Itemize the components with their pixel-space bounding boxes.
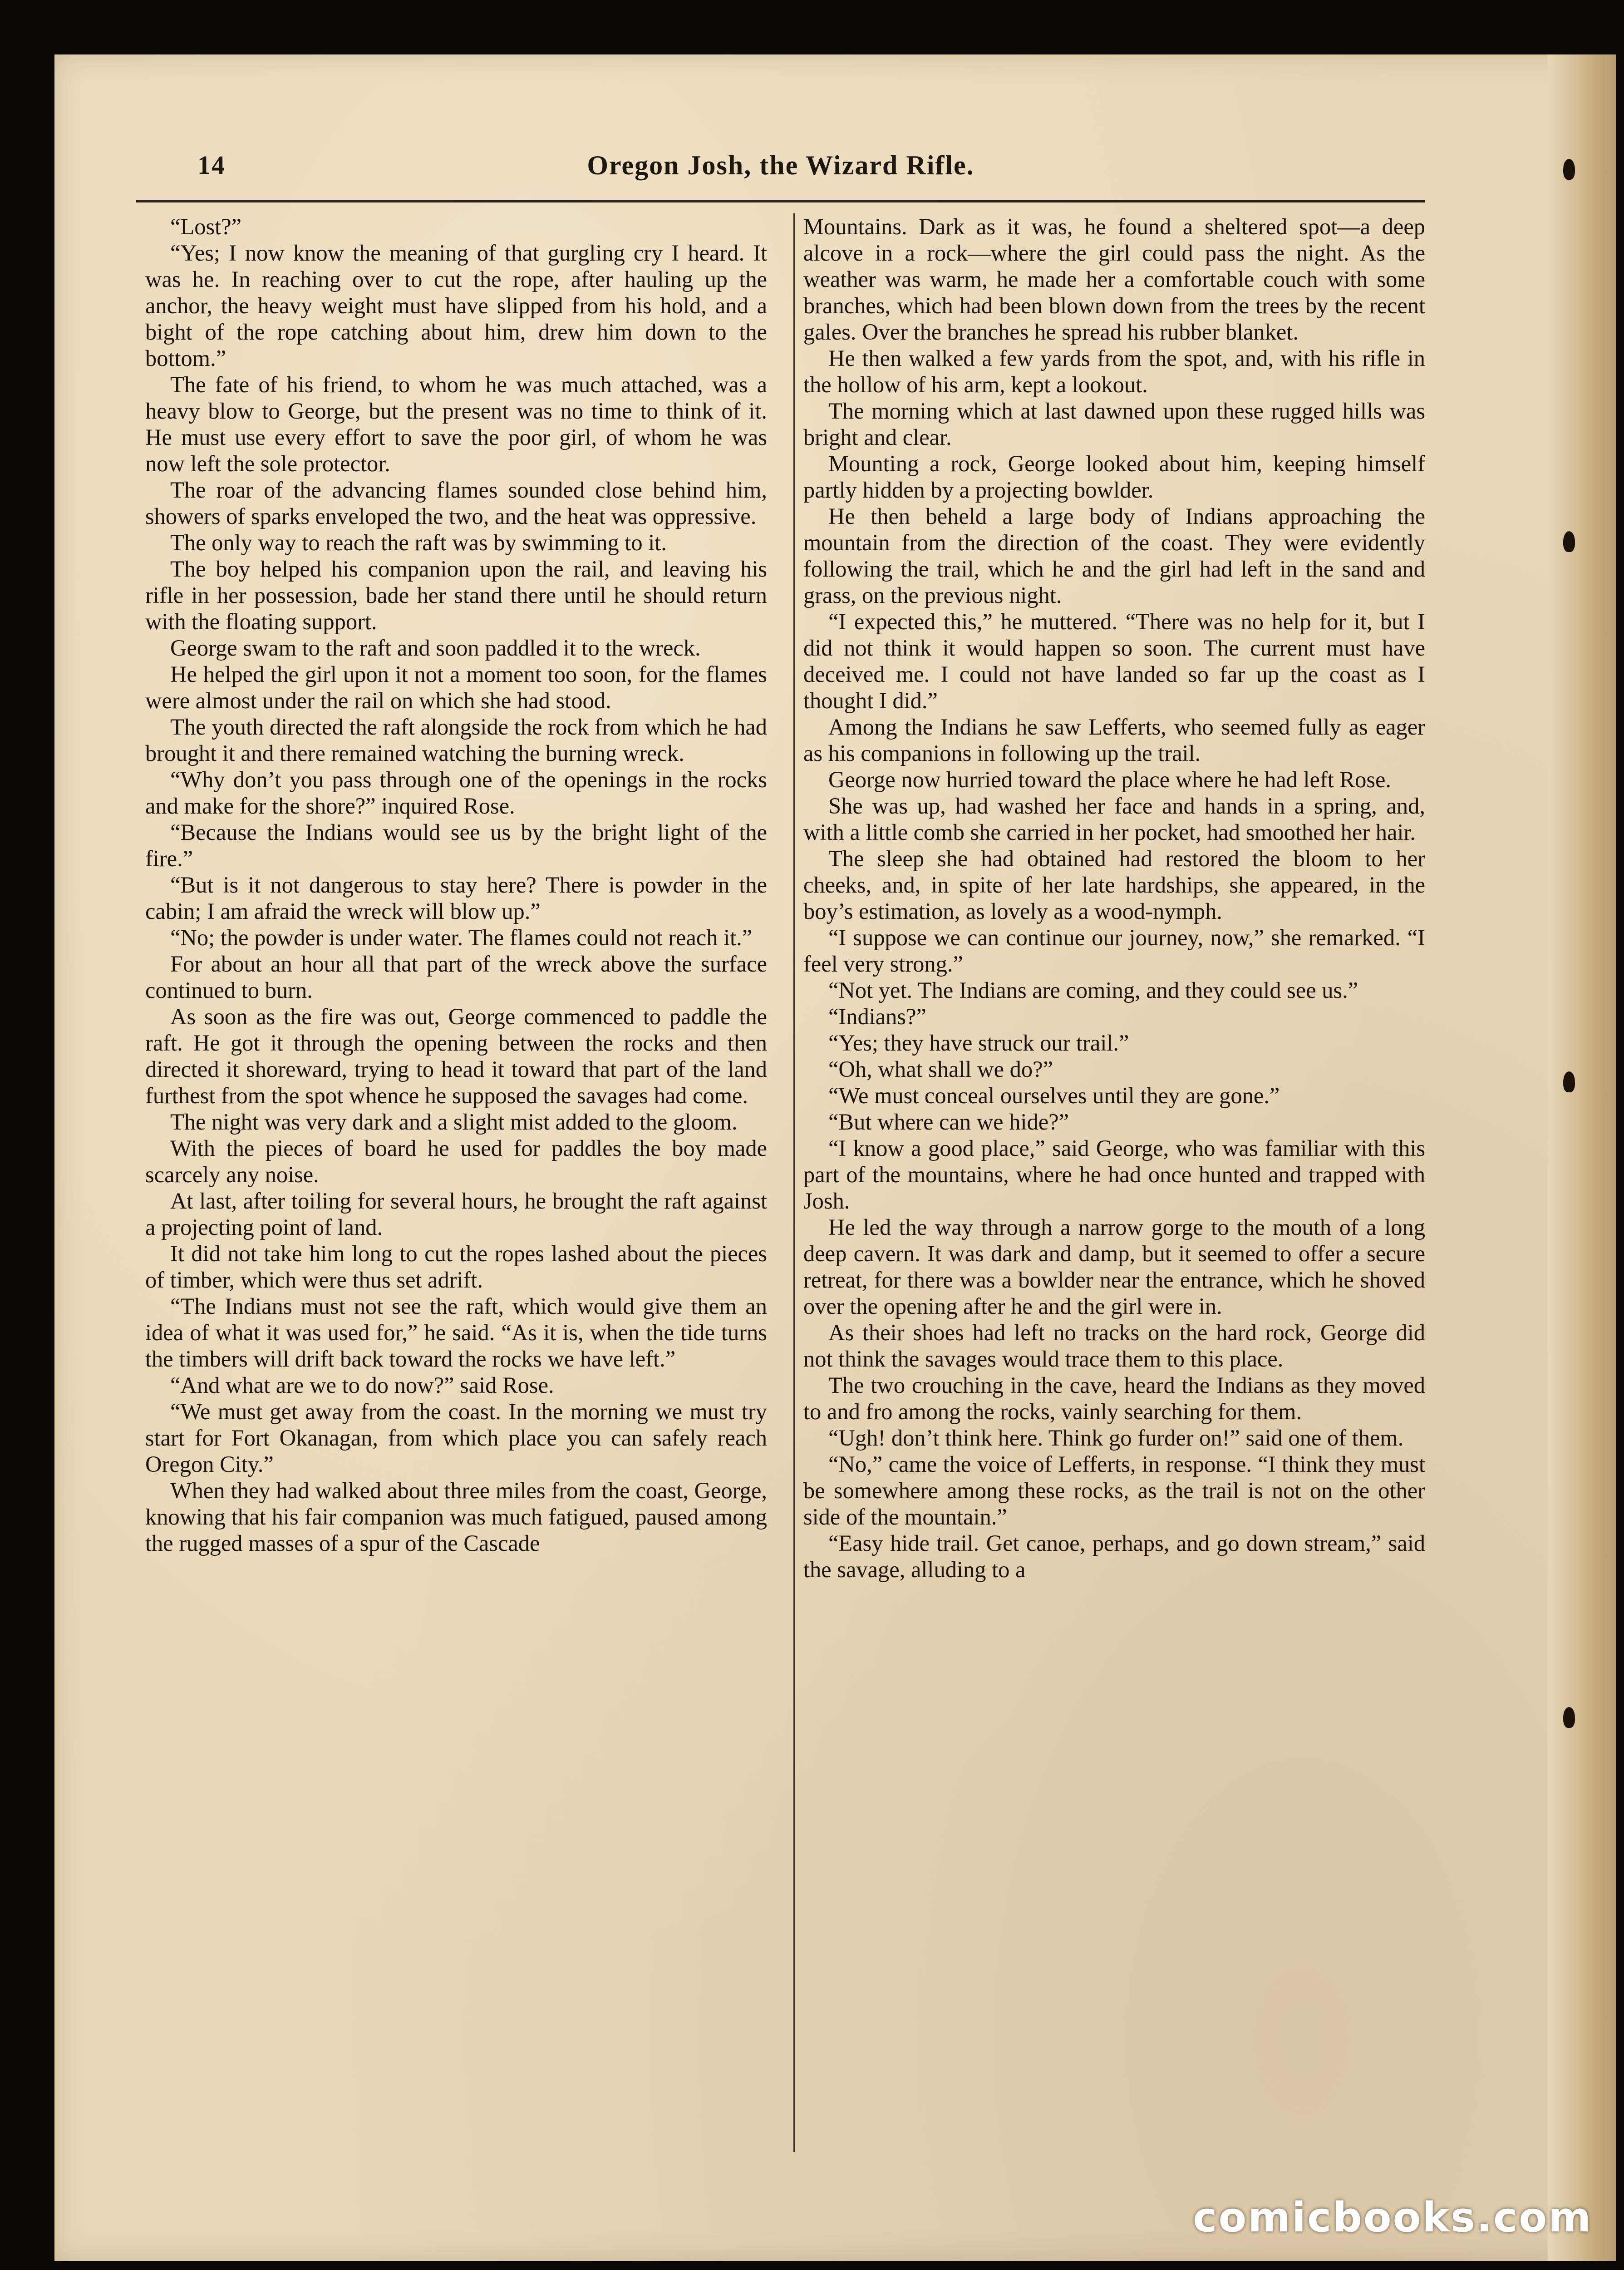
- paragraph: “But where can we hide?”: [828, 1109, 1069, 1135]
- paragraph: With the pieces of board he used for paddles the boy made scarcely any noise.: [145, 1135, 767, 1187]
- paragraph: “No; the powder is under water. The flames could not reach it.”: [170, 925, 753, 950]
- paragraph: He then walked a few yards from the spot, and, with his rifle in the hollow of his arm, kept a lookout.: [803, 345, 1425, 397]
- paragraph: As soon as the fire was out, George commenced to paddle the raft. He got it through the opening between the rocks and then directed it shoreward, trying to head it toward that part of the land furthest from the spot whence he supposed the savages had come.: [145, 1004, 767, 1108]
- paragraph: The sleep she had obtained had restored the bloom to her cheeks, and, in spite of her late hardships, she appeared, in the boy’s estimation, as lovely as a wood-nymph.: [803, 846, 1425, 924]
- paragraph: Among the Indians he saw Lefferts, who seemed fully as eager as his companions in following up the trail.: [803, 714, 1425, 766]
- paragraph: The night was very dark and a slight mist added to the gloom.: [170, 1109, 738, 1135]
- paragraph: At last, after toiling for several hours, he brought the raft against a projecting point of land.: [145, 1188, 767, 1240]
- paragraph: “Lost?”: [170, 214, 242, 239]
- paragraph: “Yes; they have struck our trail.”: [828, 1030, 1129, 1056]
- paragraph: “I know a good place,” said George, who was familiar with this part of the mountains, where he had once hunted and trapped with Josh.: [803, 1135, 1425, 1214]
- paragraph: He led the way through a narrow gorge to the mouth of a long deep cavern. It was dark and damp, but it seemed to offer a secure retreat, for there was a bowlder near the entrance, which he shoved over the opening after he and the girl were in.: [803, 1214, 1425, 1319]
- paragraph: “Because the Indians would see us by the bright light of the fire.”: [145, 819, 767, 871]
- paragraph: “The Indians must not see the raft, which would give them an idea of what it was used for,” he said. “As it is, when the tide turns the timbers will drift back toward the rocks we have left.”: [145, 1293, 767, 1372]
- staple-hole: [1563, 1707, 1575, 1728]
- paragraph: “Easy hide trail. Get canoe, perhaps, and go down stream,” said the savage, alluding to a: [803, 1530, 1425, 1582]
- paragraph: The boy helped his companion upon the rail, and leaving his rifle in her possession, bade her stand there until he should return with the floating support.: [145, 556, 767, 634]
- paragraph: “I suppose we can continue our journey, now,” she remarked. “I feel very strong.”: [803, 925, 1425, 977]
- header-rule: [136, 200, 1425, 202]
- paragraph: The youth directed the raft alongside the rock from which he had brought it and there remained watching the burning wreck.: [145, 714, 767, 766]
- paragraph: “Indians?”: [828, 1004, 926, 1029]
- paragraph: The fate of his friend, to whom he was much attached, was a heavy blow to George, but the present was no time to think of it. He must use every effort to save the poor girl, of whom he was now left the sole protector.: [145, 372, 767, 476]
- paragraph: The only way to reach the raft was by swimming to it.: [170, 530, 667, 555]
- paragraph: “But is it not dangerous to stay here? There is powder in the cabin; I am afraid the wreck will blow up.”: [145, 872, 767, 924]
- staple-hole: [1563, 159, 1575, 180]
- page-number: 14: [197, 150, 226, 180]
- paragraph: Mounting a rock, George looked about him, keeping himself partly hidden by a projecting bowlder.: [803, 451, 1425, 503]
- paragraph: As their shoes had left no tracks on the hard rock, George did not think the savages would trace them to this place.: [803, 1320, 1425, 1372]
- paragraph: Mountains. Dark as it was, he found a sheltered spot—a deep alcove in a rock—where the girl could pass the night. As the weather was warm, he made her a comfortable couch with some branches, which had been blown down from the trees by the recent gales. Over the branches he spread his rubber blanket.: [803, 214, 1425, 345]
- paragraph: George now hurried toward the place where he had left Rose.: [828, 767, 1392, 792]
- paragraph: The two crouching in the cave, heard the Indians as they moved to and fro among the rocks, vainly searching for them.: [803, 1372, 1425, 1424]
- paragraph: The roar of the advancing flames sounded close behind him, showers of sparks enveloped the two, and the heat was oppressive.: [145, 477, 767, 529]
- paragraph: “Yes; I now know the meaning of that gurgling cry I heard. It was he. In reaching over to cut the rope, after hauling up the anchor, the heavy weight must have slipped from his hold, and a bight of the rope catching about him, drew him down to the bottom.”: [145, 240, 767, 371]
- paragraph: The morning which at last dawned upon these rugged hills was bright and clear.: [803, 398, 1425, 450]
- paragraph: “Oh, what shall we do?”: [828, 1056, 1053, 1082]
- paragraph: “And what are we to do now?” said Rose.: [170, 1372, 554, 1398]
- paragraph: It did not take him long to cut the ropes lashed about the pieces of timber, which were thus set adrift.: [145, 1241, 767, 1293]
- paragraph: He then beheld a large body of Indians approaching the mountain from the direction of the coast. They were evidently following the trail, which he and the girl had left in the sand and grass, on the previous night.: [803, 503, 1425, 608]
- paragraph: “Not yet. The Indians are coming, and they could see us.”: [828, 977, 1358, 1003]
- paragraph: “We must get away from the coast. In the morning we must try start for Fort Okanagan, from which place you can safely reach Oregon City.”: [145, 1399, 767, 1477]
- running-title: Oregon Josh, the Wizard Rifle.: [587, 150, 974, 180]
- paragraph: “Why don’t you pass through one of the openings in the rocks and make for the shore?” inquired Rose.: [145, 767, 767, 819]
- page-header: [136, 91, 1425, 182]
- left-column: [145, 213, 767, 1556]
- paragraph: “We must conceal ourselves until they are gone.”: [828, 1083, 1280, 1108]
- page-binding: [1548, 54, 1616, 2261]
- watermark: comicbooks.com: [1193, 2194, 1592, 2241]
- paragraph: He helped the girl upon it not a moment too soon, for the flames were almost under the rail on which she had stood.: [145, 661, 767, 713]
- staple-hole: [1563, 531, 1575, 552]
- column-divider: [793, 213, 795, 2152]
- right-column: [803, 213, 1425, 1583]
- paragraph: “Ugh! don’t think here. Think go furder on!” said one of them.: [828, 1425, 1404, 1451]
- paragraph: She was up, had washed her face and hands in a spring, and, with a little comb she carried in her pocket, had smoothed her hair.: [803, 793, 1425, 845]
- staple-hole: [1563, 1071, 1575, 1092]
- paragraph: For about an hour all that part of the wreck above the surface continued to burn.: [145, 951, 767, 1003]
- paragraph: George swam to the raft and soon paddled it to the wreck.: [170, 635, 701, 661]
- paragraph: “I expected this,” he muttered. “There was no help for it, but I did not think it would happen so soon. The current must have deceived me. I could not have landed so far up the coast as I thought I did.”: [803, 609, 1425, 713]
- paragraph: When they had walked about three miles from the coast, George, knowing that his fair companion was much fatigued, paused among the rugged masses of a spur of the Cascade: [145, 1478, 767, 1556]
- paragraph: “No,” came the voice of Lefferts, in response. “I think they must be somewhere among these rocks, as the trail is not on the other side of the mountain.”: [803, 1451, 1425, 1530]
